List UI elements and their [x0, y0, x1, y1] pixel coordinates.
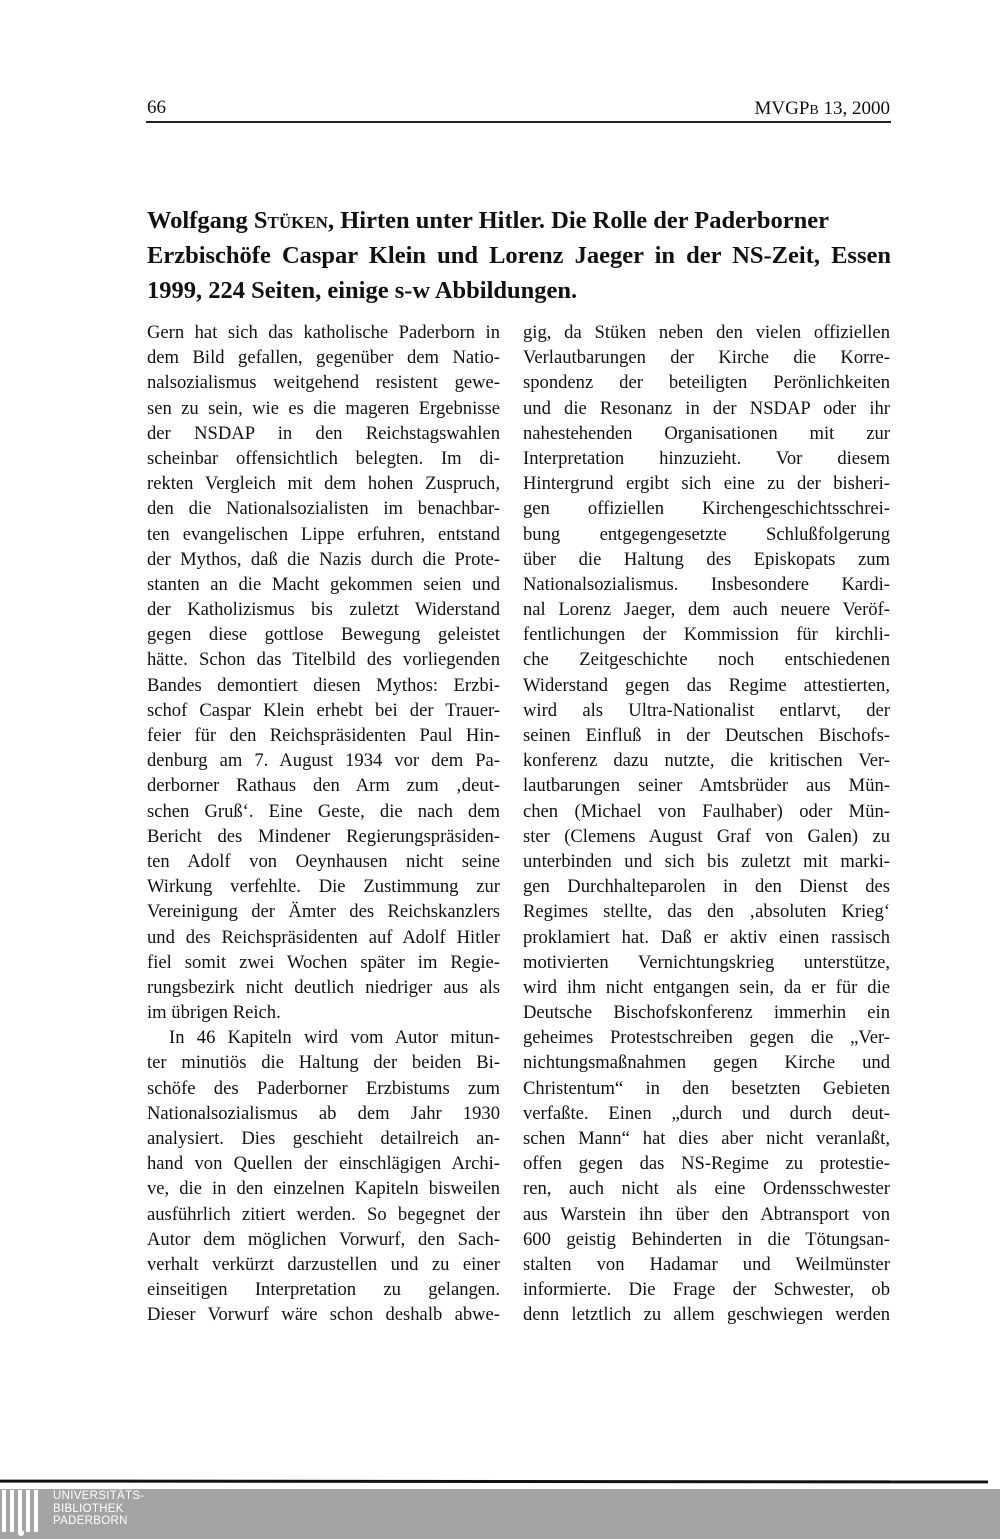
author-last-name: Stüken: [253, 207, 328, 234]
library-footer-band: [0, 1489, 1000, 1539]
text-line: nal Lorenz Jaeger, dem auch neuere Veröf-: [523, 599, 890, 621]
text-line: Regimes stellte, das den ‚absoluten Krieg‘: [523, 901, 890, 923]
text-line: nichtungsmaßnahmen gegen Kirche und: [523, 1052, 890, 1074]
text-line: gig, da Stüken neben den vielen offiziellen: [523, 322, 890, 343]
text-line: Vereinigung der Ämter des Reichskanzlers: [147, 901, 500, 923]
text-line: Deutsche Bischofskonferenz immerhin ein: [523, 1002, 890, 1024]
text-line: sen zu sein, wie es die mageren Ergebnisse: [147, 397, 500, 419]
text-line: Verlautbarungen der Kirche die Korre-: [523, 347, 890, 369]
left-column: [147, 320, 500, 1328]
text-line: ren, auch nicht als eine Ordensschwester: [523, 1178, 890, 1200]
text-line: ausführlich zitiert werden. So begegnet der: [147, 1203, 500, 1225]
right-column: [523, 320, 890, 1328]
library-logo-icon: [2, 1490, 38, 1534]
text-line: hätte. Schon das Titelbild des vorliegenden: [147, 649, 500, 671]
journal-reference: [755, 98, 891, 120]
text-line: rekten Vergleich mit dem hohen Zuspruch,: [147, 473, 500, 495]
text-line: seinen Einfluß in der Deutschen Bischofs-: [523, 725, 890, 746]
text-line: In 46 Kapiteln wird vom Autor mitun-: [169, 1027, 500, 1049]
text-line: Wirkung verfehlte. Die Zustimmung zur: [147, 876, 500, 898]
text-line: proklamiert hat. Daß er aktiv einen rassisch: [523, 926, 890, 948]
library-logo-dot-icon: [18, 1530, 24, 1536]
text-line: Autor dem möglichen Vorwurf, den Sach-: [147, 1228, 500, 1250]
text-line: und die Resonanz in der NSDAP oder ihr: [523, 397, 890, 419]
text-line: lautbarungen seiner Amtsbrüder aus Mün-: [523, 775, 890, 797]
text-line: offen gegen das NS-Regime zu protestie-: [523, 1153, 890, 1175]
title-text: , Hirten unter Hitler. Die Rolle der Paderborner: [327, 207, 829, 234]
text-line: geheimes Protestschreiben gegen die „Ver-: [523, 1027, 890, 1049]
author-first-name: Wolfgang: [147, 207, 254, 234]
text-line: Nationalsozialismus ab dem Jahr 1930: [147, 1102, 500, 1124]
text-line: schöfe des Paderborner Erzbistums zum: [147, 1077, 500, 1099]
text-line: analysiert. Dies geschieht detailreich an-: [147, 1128, 500, 1149]
text-line: chen (Michael von Faulhaber) oder Mün-: [523, 800, 890, 822]
text-line: der Mythos, daß die Nazis durch die Prote-: [147, 548, 500, 570]
journal-volume-year: 13, 2000: [818, 98, 890, 119]
text-line: dem Bild gefallen, gegenüber dem Natio-: [147, 347, 500, 369]
page-number: 66: [147, 97, 166, 118]
text-line: verhalt verkürzt darzustellen und zu einer: [147, 1253, 500, 1275]
text-line: Nationalsozialismus. Insbesondere Kardi-: [523, 573, 890, 595]
text-line: schen Gruß‘. Eine Geste, die nach dem: [147, 800, 500, 822]
text-line: wird als Ultra-Nationalist entlarvt, der: [523, 699, 890, 721]
text-line: stanten an die Macht gekommen seien und: [147, 573, 500, 595]
library-logo-text: [53, 1490, 144, 1528]
text-line: über die Haltung des Episkopats zum: [523, 548, 890, 570]
journal-small: B: [809, 103, 819, 118]
text-line: Christentum“ in den besetzten Gebieten: [523, 1077, 890, 1099]
text-line: schof Caspar Klein erhebt bei der Trauer-: [147, 699, 500, 721]
text-line: bung entgegengesetzte Schlußfolgerung: [523, 523, 890, 545]
text-line: derborner Rathaus den Arm zum ‚deut-: [147, 775, 500, 797]
text-line: Interpretation hinzuzieht. Vor diesem: [523, 447, 890, 469]
text-line: wird ihm nicht entgangen sein, da er für die: [523, 976, 890, 998]
text-line: denn letztlich zu allem geschwiegen werden: [523, 1304, 890, 1326]
text-line: und des Reichspräsidenten auf Adolf Hitler: [147, 926, 500, 948]
text-line: schen Mann“ hat dies aber nicht veranlaßt,: [523, 1128, 890, 1149]
text-line: motivierten Vernichtungskrieg unterstütze,: [523, 951, 890, 973]
text-line: informierte. Die Frage der Schwester, ob: [523, 1279, 890, 1301]
text-line: einseitigen Interpretation zu gelangen.: [147, 1279, 500, 1301]
text-line: rungsbezirk nicht deutlich niedriger aus als: [147, 976, 500, 998]
text-line: gen Durchhalteparolen in den Dienst des: [523, 876, 890, 898]
text-line: denburg am 7. August 1934 vor dem Pa-: [147, 750, 500, 772]
text-line: Dieser Vorwurf wäre schon deshalb abwe-: [147, 1304, 500, 1326]
text-line: unterbinden und sich bis zuletzt mit marki-: [523, 850, 890, 872]
text-line: im übrigen Reich.: [147, 1002, 281, 1024]
text-line: ter minutiös die Haltung der beiden Bi-: [147, 1052, 500, 1074]
text-line: feier für den Reichspräsidenten Paul Hin-: [147, 725, 500, 746]
text-line: fiel somit zwei Wochen später im Regie-: [147, 951, 500, 973]
text-line: Bandes demontiert diesen Mythos: Erzbi-: [147, 674, 500, 696]
text-line: der Katholizismus bis zuletzt Widerstand: [147, 599, 500, 621]
text-line: spondenz der beteiligten Perönlichkeiten: [523, 372, 890, 394]
footer-rule: [0, 1480, 988, 1484]
text-line: verfaßte. Einen „durch und durch deut-: [523, 1102, 890, 1124]
logo-line: PADERBORN: [53, 1515, 128, 1527]
review-title: [147, 203, 891, 308]
text-line: ve, die in den einzelnen Kapiteln bisweilen: [147, 1178, 500, 1200]
title-line: [147, 203, 891, 238]
text-line: aus Warstein ihn über den Abtransport von: [523, 1203, 890, 1225]
logo-line: BIBLIOTHEK: [53, 1502, 124, 1515]
text-line: fentlichungen der Kommission für kirchli-: [523, 624, 890, 646]
text-line: Bericht des Mindener Regierungspräsiden-: [147, 825, 500, 847]
text-line: che Zeitgeschichte noch entschiedenen: [523, 649, 890, 671]
text-line: der NSDAP in den Reichstagswahlen: [147, 422, 500, 444]
text-line: ten evangelischen Lippe erfuhren, entstand: [147, 523, 500, 545]
text-line: gen offiziellen Kirchengeschichtsschrei-: [523, 498, 890, 520]
text-line: scheinbar offensichtlich belegten. Im di-: [147, 447, 500, 469]
header-rule: [146, 121, 891, 123]
text-line: konferenz dazu nutzte, die kritischen Ver-: [523, 750, 890, 772]
journal-prefix: MVGP: [754, 98, 810, 119]
text-line: hand von Quellen der einschlägigen Archi-: [147, 1153, 500, 1175]
text-line: gegen diese gottlose Bewegung geleistet: [147, 624, 500, 646]
text-line: nahestehenden Organisationen mit zur: [523, 422, 890, 444]
text-line: 600 geistig Behinderten in die Tötungsan-: [523, 1228, 890, 1250]
text-line: nalsozialismus weitgehend resistent gewe-: [147, 372, 500, 394]
text-line: den die Nationalsozialisten im benachbar-: [147, 498, 500, 520]
text-line: Hintergrund ergibt sich eine zu der bisheri-: [523, 473, 890, 495]
title-line: Erzbischöfe Caspar Klein und Lorenz Jaeger in der NS-Zeit, Essen: [147, 242, 891, 269]
text-line: stalten von Hadamar und Weilmünster: [523, 1253, 890, 1275]
title-line: 1999, 224 Seiten, einige s-w Abbildungen.: [147, 277, 578, 304]
text-line: ten Adolf von Oeynhausen nicht seine: [147, 850, 500, 872]
text-line: ster (Clemens August Graf von Galen) zu: [523, 825, 890, 847]
text-line: Gern hat sich das katholische Paderborn in: [147, 322, 500, 343]
text-line: Widerstand gegen das Regime attestierten,: [523, 674, 890, 696]
logo-line: UNIVERSITÄTS-: [53, 1490, 145, 1502]
